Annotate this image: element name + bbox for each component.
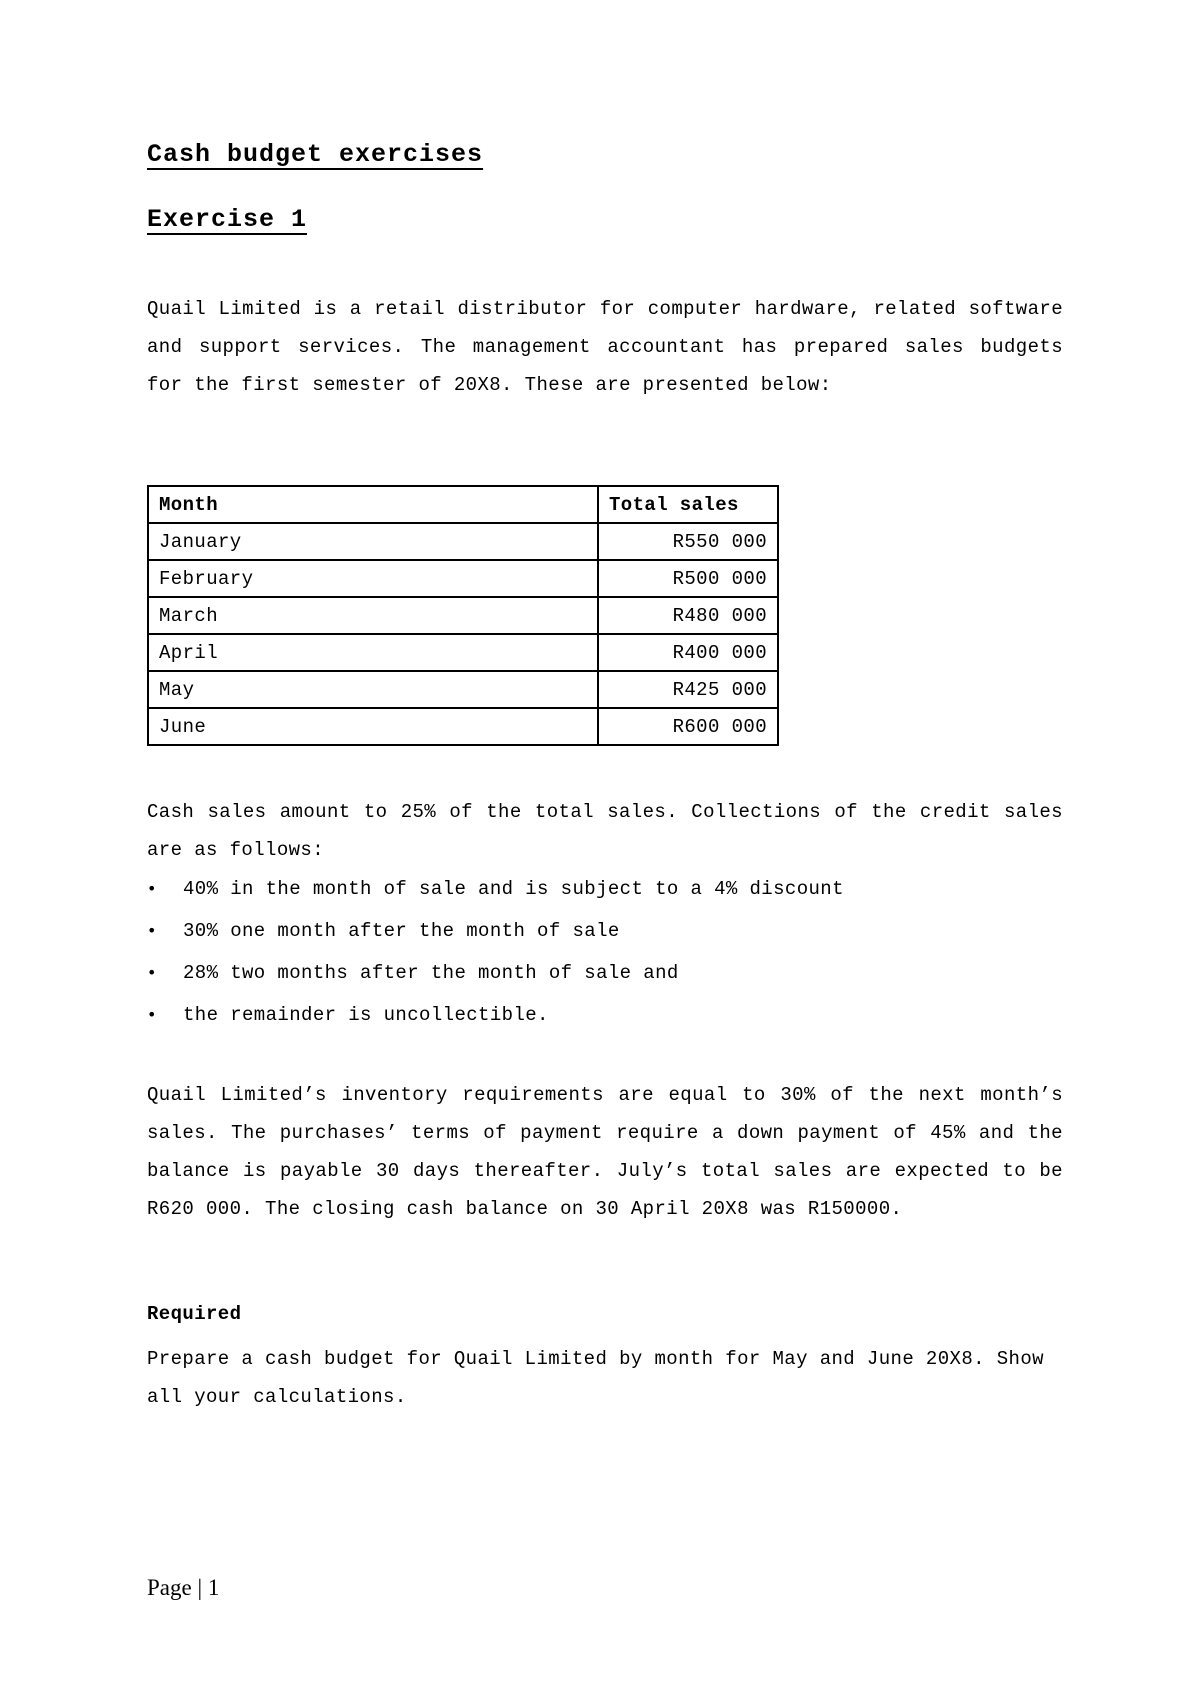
list-item <box>147 910 844 952</box>
table-row <box>148 560 778 597</box>
inventory-paragraph: Quail Limited’s inventory requirements are equal to 30% of the next month’s sales. The purchases’ terms of payment require a down payment of 45% and the balance is payable 30 days thereafter. July’s total sales are expected to be R620 000. The closing cash balance on 30 April 20X8 was R150000. <box>147 1084 1063 1220</box>
list-item <box>147 952 844 994</box>
list-item-text: the remainder is uncollectible. <box>183 1004 549 1026</box>
table-row <box>148 708 778 745</box>
sales-budget-table <box>147 485 779 746</box>
cell-total-sales: R480 000 <box>598 597 778 634</box>
table-header-row <box>148 486 778 523</box>
intro-paragraph: Quail Limited is a retail distributor for computer hardware, related software and support services. The management accountant has prepared sales budgets for the first semester of 20X8. These are presented below: <box>147 298 1063 396</box>
list-item-text: 30% one month after the month of sale <box>183 920 620 942</box>
cash-sales-paragraph: Cash sales amount to 25% of the total sales. Collections of the credit sales are as follows: <box>147 801 1063 861</box>
cell-total-sales: R400 000 <box>598 634 778 671</box>
collections-list <box>147 868 844 1036</box>
cell-month: March <box>148 597 598 634</box>
page-number: Page | 1 <box>147 1575 220 1600</box>
document-title: Cash budget exercises <box>147 140 484 169</box>
table-row <box>148 523 778 560</box>
table-row <box>148 671 778 708</box>
cell-month: June <box>148 708 598 745</box>
list-item <box>147 994 844 1036</box>
exercise-heading: Exercise 1 <box>147 205 308 234</box>
cell-total-sales: R425 000 <box>598 671 778 708</box>
cell-total-sales: R550 000 <box>598 523 778 560</box>
cell-month: April <box>148 634 598 671</box>
cell-total-sales: R600 000 <box>598 708 778 745</box>
cell-month: January <box>148 523 598 560</box>
column-header-month: Month <box>148 486 598 523</box>
list-item-text: 40% in the month of sale and is subject to a 4% discount <box>183 878 844 900</box>
required-heading: Required <box>147 1303 242 1325</box>
bullet-icon: • <box>147 963 157 982</box>
table-row <box>148 597 778 634</box>
list-item <box>147 868 844 910</box>
column-header-total-sales: Total sales <box>598 486 778 523</box>
cell-month: February <box>148 560 598 597</box>
table-row <box>148 634 778 671</box>
list-item-text: 28% two months after the month of sale and <box>183 962 679 984</box>
bullet-icon: • <box>147 921 157 940</box>
bullet-icon: • <box>147 1005 157 1024</box>
required-paragraph: Prepare a cash budget for Quail Limited by month for May and June 20X8. Show all your calculations. <box>147 1348 1044 1408</box>
bullet-icon: • <box>147 879 157 898</box>
cell-month: May <box>148 671 598 708</box>
cell-total-sales: R500 000 <box>598 560 778 597</box>
